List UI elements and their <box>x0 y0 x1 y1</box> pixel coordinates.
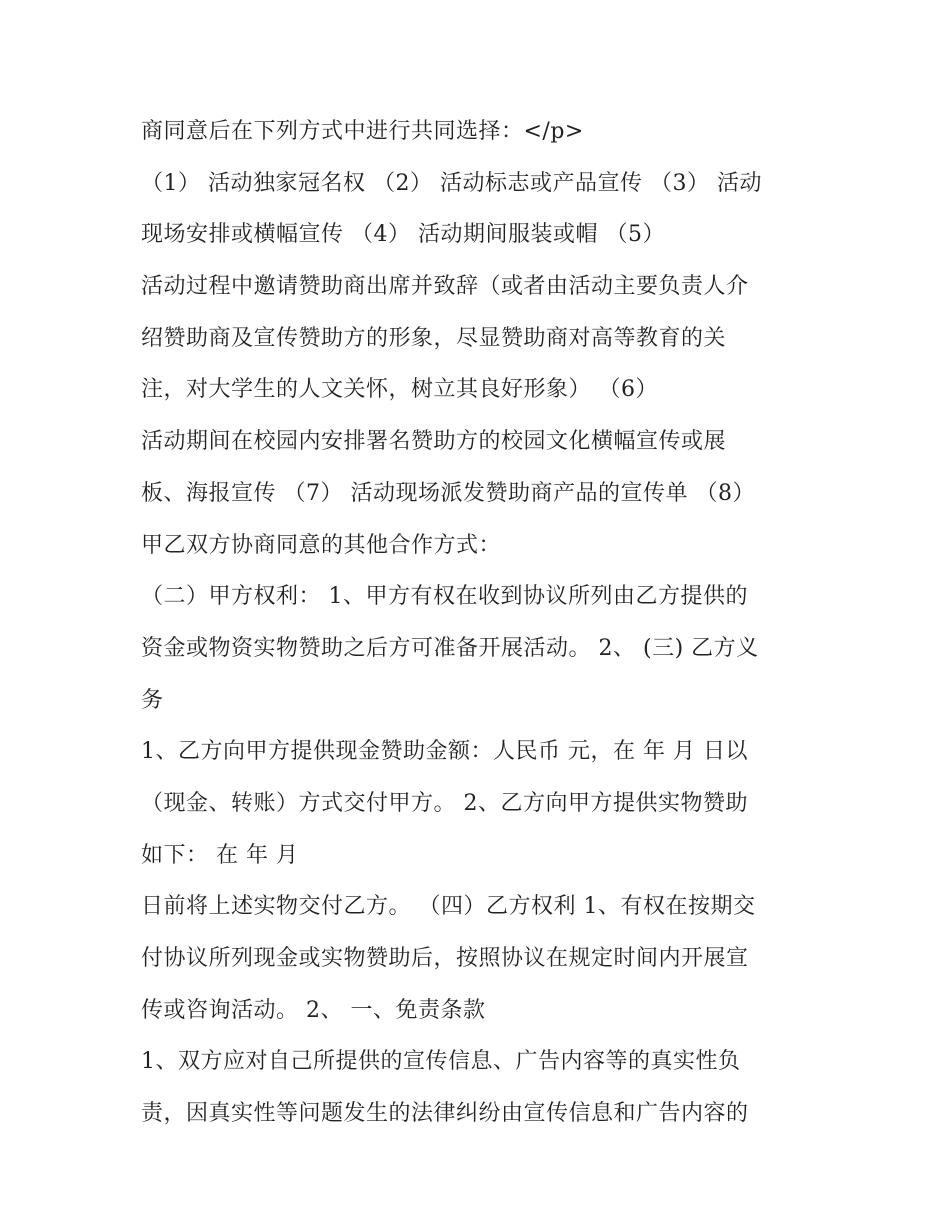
text-line: 1、乙方向甲方提供现金赞助金额：人民币 元，在 年 月 日以 <box>141 739 748 765</box>
text-line: 资金或物资实物赞助之后方可准备开展活动。 2、 (三) 乙方义 <box>141 635 759 661</box>
text-line: 注，对大学生的人文关怀，树立其良好形象） （6） <box>141 377 658 403</box>
text-line: （1） 活动独家冠名权 （2） 活动标志或产品宣传 （3） 活动 <box>141 170 762 196</box>
text-line: 务 <box>141 687 164 713</box>
text-line: 活动期间在校园内安排署名赞助方的校园文化横幅宣传或展 <box>141 429 727 455</box>
text-line: 责，因真实性等问题发生的法律纠纷由宣传信息和广告内容的 <box>141 1101 749 1127</box>
text-line: 日前将上述实物交付乙方。 （四）乙方权利 1、有权在按期交 <box>141 894 756 920</box>
document-body <box>141 106 841 1140</box>
text-line: 现场安排或横幅宣传 （4） 活动期间服装或帽 （5） <box>141 222 665 248</box>
text-line: 甲乙双方协商同意的其他合作方式： <box>141 532 502 558</box>
text-line: 1、双方应对自己所提供的宣传信息、广告内容等的真实性负 <box>141 1049 741 1075</box>
text-line: 如下： 在 年 月 <box>141 842 299 868</box>
text-line: 商同意后在下列方式中进行共同选择：</p> <box>141 119 584 144</box>
text-line: 传或咨询活动。 2、 一、免责条款 <box>141 997 486 1023</box>
text-line: 绍赞助商及宣传赞助方的形象，尽显赞助商对高等教育的关 <box>141 325 727 351</box>
text-line: （二）甲方权利： 1、甲方有权在收到协议所列由乙方提供的 <box>141 584 748 610</box>
text-line: 活动过程中邀请赞助商出席并致辞（或者由活动主要负责人介 <box>141 274 749 300</box>
text-line: （现金、转账）方式交付甲方。 2、乙方向甲方提供实物赞助 <box>141 790 748 816</box>
text-line: 付协议所列现金或实物赞助后，按照协议在规定时间内开展宣 <box>141 946 749 971</box>
text-line: 板、海报宣传 （7） 活动现场派发赞助商产品的宣传单 （8） <box>141 480 755 506</box>
